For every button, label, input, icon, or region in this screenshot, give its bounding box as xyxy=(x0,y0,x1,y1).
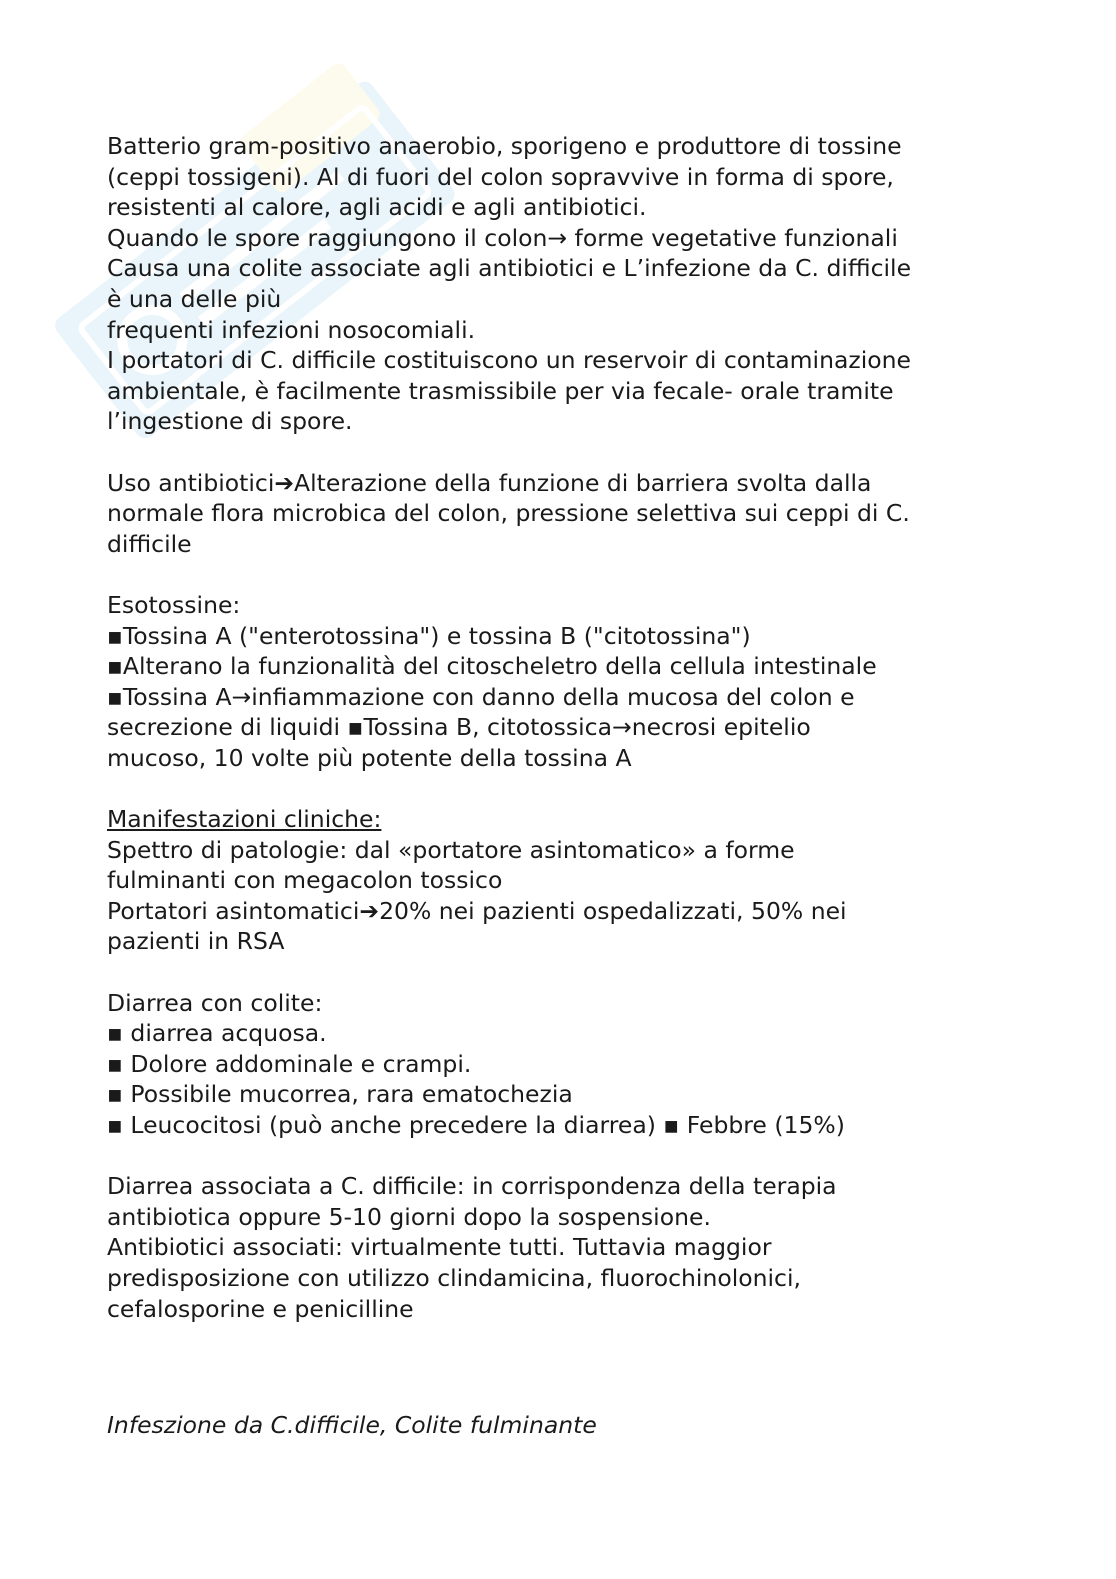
text-line: I portatori di C. difficile costituiscono un reservoir di contaminazione xyxy=(107,346,911,375)
text-line: l’ingestione di spore. xyxy=(107,407,353,436)
text-line: Diarrea associata a C. difficile: in corrispondenza della terapia xyxy=(107,1172,837,1201)
text-line: pazienti in RSA xyxy=(107,927,285,956)
bullet-line: ▪Tossina A ("enterotossina") e tossina B ("citotossina") xyxy=(107,621,751,650)
text-line: (ceppi tossigeni). Al di fuori del colon sopravvive in forma di spore, xyxy=(107,162,894,191)
text-line: Spettro di patologie: dal «portatore asintomatico» a forme xyxy=(107,835,795,864)
text-line: Causa una colite associate agli antibiotici e L’infezione da C. difficile xyxy=(107,254,912,283)
paragraph-gap xyxy=(107,773,1012,804)
text-line: Quando le spore raggiungono il colon→ forme vegetative funzionali xyxy=(107,223,898,252)
clinical-section xyxy=(107,804,1012,957)
section-heading: Manifestazioni cliniche: xyxy=(107,805,382,834)
figure-caption: Infeszione da C.difficile, Colite fulminante xyxy=(107,1411,597,1439)
intro-section xyxy=(107,131,1012,437)
bullet-line: secrezione di liquidi ▪Tossina B, citotossica→necrosi epitelio xyxy=(107,713,811,742)
document-body xyxy=(107,131,1012,1324)
text-line: Antibiotici associati: virtualmente tutti. Tuttavia maggior xyxy=(107,1233,772,1262)
paragraph-gap xyxy=(107,559,1012,590)
paragraph-gap xyxy=(107,1141,1012,1172)
text-line: ambientale, è facilmente trasmissibile per via fecale- orale tramite xyxy=(107,376,894,405)
antibiotics-section xyxy=(107,468,1012,560)
bullet-line: ▪ Dolore addominale e crampi. xyxy=(107,1049,472,1078)
text-line: Batterio gram-positivo anaerobio, sporigeno e produttore di tossine xyxy=(107,132,902,160)
paragraph-gap xyxy=(107,957,1012,988)
text-line: normale flora microbica del colon, pressione selettiva sui ceppi di C. xyxy=(107,499,910,528)
text-line: difficile xyxy=(107,529,192,558)
paragraph-gap xyxy=(107,437,1012,468)
bullet-line: ▪ diarrea acquosa. xyxy=(107,1019,327,1048)
text-line: frequenti infezioni nosocomiali. xyxy=(107,315,476,344)
text-line: è una delle più xyxy=(107,284,282,313)
exotoxins-section xyxy=(107,590,1012,774)
bullet-line: mucoso, 10 volte più potente della tossina A xyxy=(107,743,632,772)
text-line: predisposizione con utilizzo clindamicina, fluorochinolonici, xyxy=(107,1263,801,1292)
text-line: Portatori asintomatici➔20% nei pazienti ospedalizzati, 50% nei xyxy=(107,896,847,925)
section-heading: Esotossine: xyxy=(107,590,241,619)
text-line: Uso antibiotici➔Alterazione della funzione di barriera svolta dalla xyxy=(107,468,872,497)
bullet-line: ▪ Leucocitosi (può anche precedere la diarrea) ▪ Febbre (15%) xyxy=(107,1111,845,1139)
bullet-line: ▪Tossina A→infiammazione con danno della mucosa del colon e xyxy=(107,682,855,711)
section-heading: Diarrea con colite: xyxy=(107,988,323,1017)
bullet-line: ▪Alterano la funzionalità del citoscheletro della cellula intestinale xyxy=(107,652,877,681)
text-line: fulminanti con megacolon tossico xyxy=(107,866,503,895)
text-line: cefalosporine e penicilline xyxy=(107,1294,414,1323)
association-section xyxy=(107,1171,1012,1324)
text-line: resistenti al calore, agli acidi e agli antibiotici. xyxy=(107,193,647,222)
text-line: antibiotica oppure 5-10 giorni dopo la sospensione. xyxy=(107,1202,711,1231)
diarrhea-section xyxy=(107,988,1012,1141)
bullet-line: ▪ Possibile mucorrea, rara ematochezia xyxy=(107,1080,573,1109)
